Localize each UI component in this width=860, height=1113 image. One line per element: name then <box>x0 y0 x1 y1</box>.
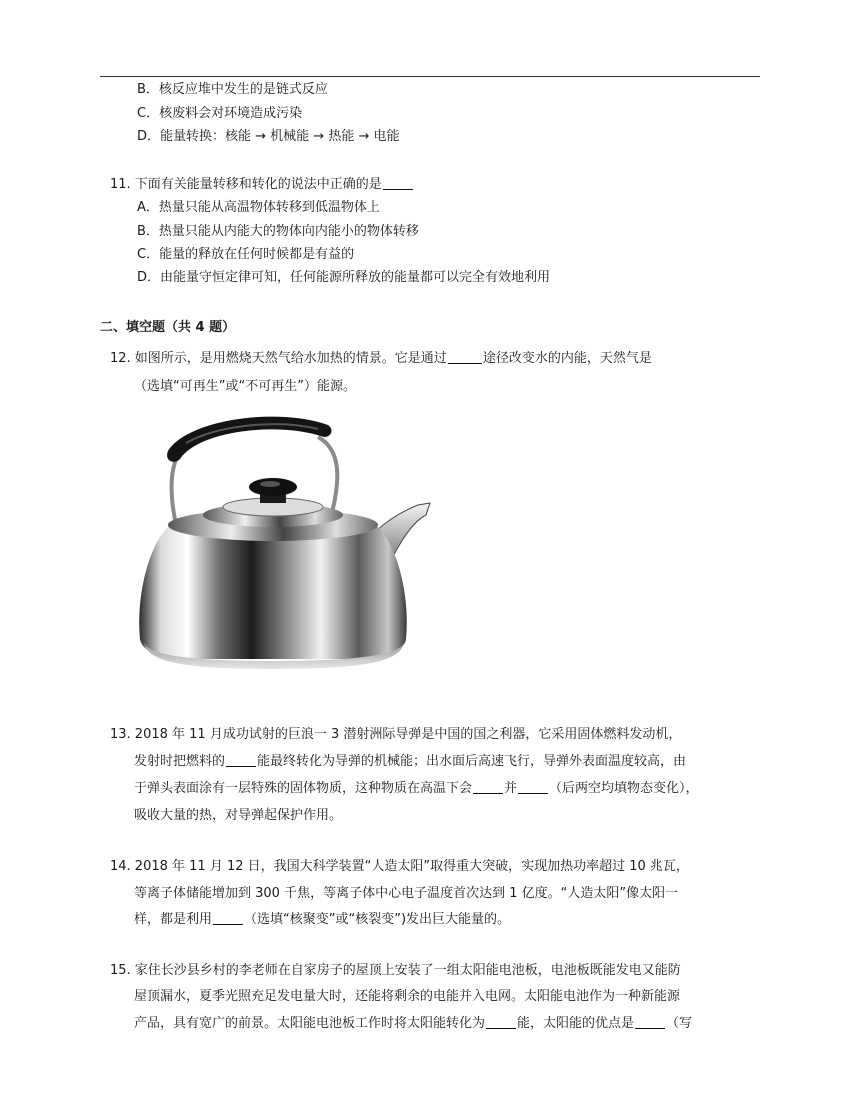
answer-blank <box>448 351 482 364</box>
q10-option-b: B．核反应堆中发生的是链式反应 <box>137 82 328 97</box>
q15-text-a: 产品，具有宽广的前景。太阳能电池板工作时将太阳能转化为 <box>134 1016 486 1031</box>
q13-line-1: 13. 2018 年 11 月成功试射的巨浪一 3 潜射洲际导弹是中国的国之利器，它采用固体燃料发动机， <box>110 727 682 742</box>
answer-blank <box>486 1016 516 1029</box>
q12-text-a: 12. 如图所示，是用燃烧天然气给水加热的情景。它是通过 <box>110 351 447 366</box>
q10-option-d: D．能量转换：核能 → 机械能 → 热能 → 电能 <box>137 129 400 144</box>
q13-text-e: （后两空均填物态变化）， <box>549 781 699 796</box>
q13-text-c: 于弹头表面涂有一层特殊的固体物质，这种物质在高温下会 <box>134 781 473 796</box>
q14-line-2: 等离子体储能增加到 300 千焦，等离子体中心电子温度首次达到 1 亿度。“人造太阳”像太阳一 <box>134 886 679 901</box>
q15-line-1: 15. 家住长沙县乡村的李老师在自家房子的屋顶上安装了一组太阳能电池板，电池板既能发电又能防 <box>110 963 681 978</box>
q13-text-b: 能最终转化为导弹的机械能；出水面后高速飞行，导弹外表面温度较高，由 <box>257 754 687 769</box>
section-heading: 二、填空题（共 4 题） <box>100 320 236 335</box>
q14-text-b: （选填“核聚变”或“核裂变”)发出巨大能量的。 <box>244 912 511 927</box>
q11-option-a: A．热量只能从高温物体转移到低温物体上 <box>137 200 380 215</box>
answer-blank <box>635 1016 665 1029</box>
q11-stem-text: 11. 下面有关能量转移和转化的说法中正确的是 <box>110 177 382 192</box>
q13-text-a: 发射时把燃料的 <box>134 754 226 769</box>
answer-blank <box>473 781 503 794</box>
q15-text-b: 能，太阳能的优点是 <box>517 1016 635 1031</box>
q15-line-2: 屋顶漏水，夏季光照充足发电量大时，还能将剩余的电能并入电网。太阳能电池作为一种新能源 <box>134 989 681 1004</box>
q13-line-2 <box>134 754 686 770</box>
q12-text-b: 途径改变水的内能，天然气是 <box>482 351 652 366</box>
q14-line-1: 14. 2018 年 11 月 12 日，我国大科学装置“人造太阳”取得重大突破，实现加热功率超过 10 兆瓦， <box>110 859 689 874</box>
kettle-image <box>128 407 438 677</box>
answer-blank <box>213 912 243 925</box>
q13-line-4: 吸收大量的热，对导弹起保护作用。 <box>134 808 343 823</box>
answer-blank <box>383 177 413 190</box>
q11-option-b: B．热量只能从内能大的物体向内能小的物体转移 <box>137 224 419 239</box>
answer-blank <box>518 781 548 794</box>
header-rule <box>100 76 760 77</box>
q14-text-a: 样，都是利用 <box>134 912 213 927</box>
q15-line-3 <box>134 1016 692 1032</box>
answer-blank <box>226 754 256 767</box>
q13-text-d: 并 <box>504 781 518 796</box>
kettle-illustration <box>128 407 438 677</box>
q15-text-c: （写 <box>666 1016 693 1031</box>
q12-line-2: （选填“可再生”或“不可再生”）能源。 <box>134 379 356 394</box>
q10-option-c: C．核废料会对环境造成污染 <box>137 106 303 121</box>
q11-stem <box>110 177 414 193</box>
q11-option-d: D．由能量守恒定律可知，任何能源所释放的能量都可以完全有效地利用 <box>137 270 551 285</box>
q13-line-3 <box>134 781 699 797</box>
q14-line-3 <box>134 912 510 928</box>
q12-line-1 <box>110 351 652 367</box>
q11-option-c: C．能量的释放在任何时候都是有益的 <box>137 247 355 262</box>
